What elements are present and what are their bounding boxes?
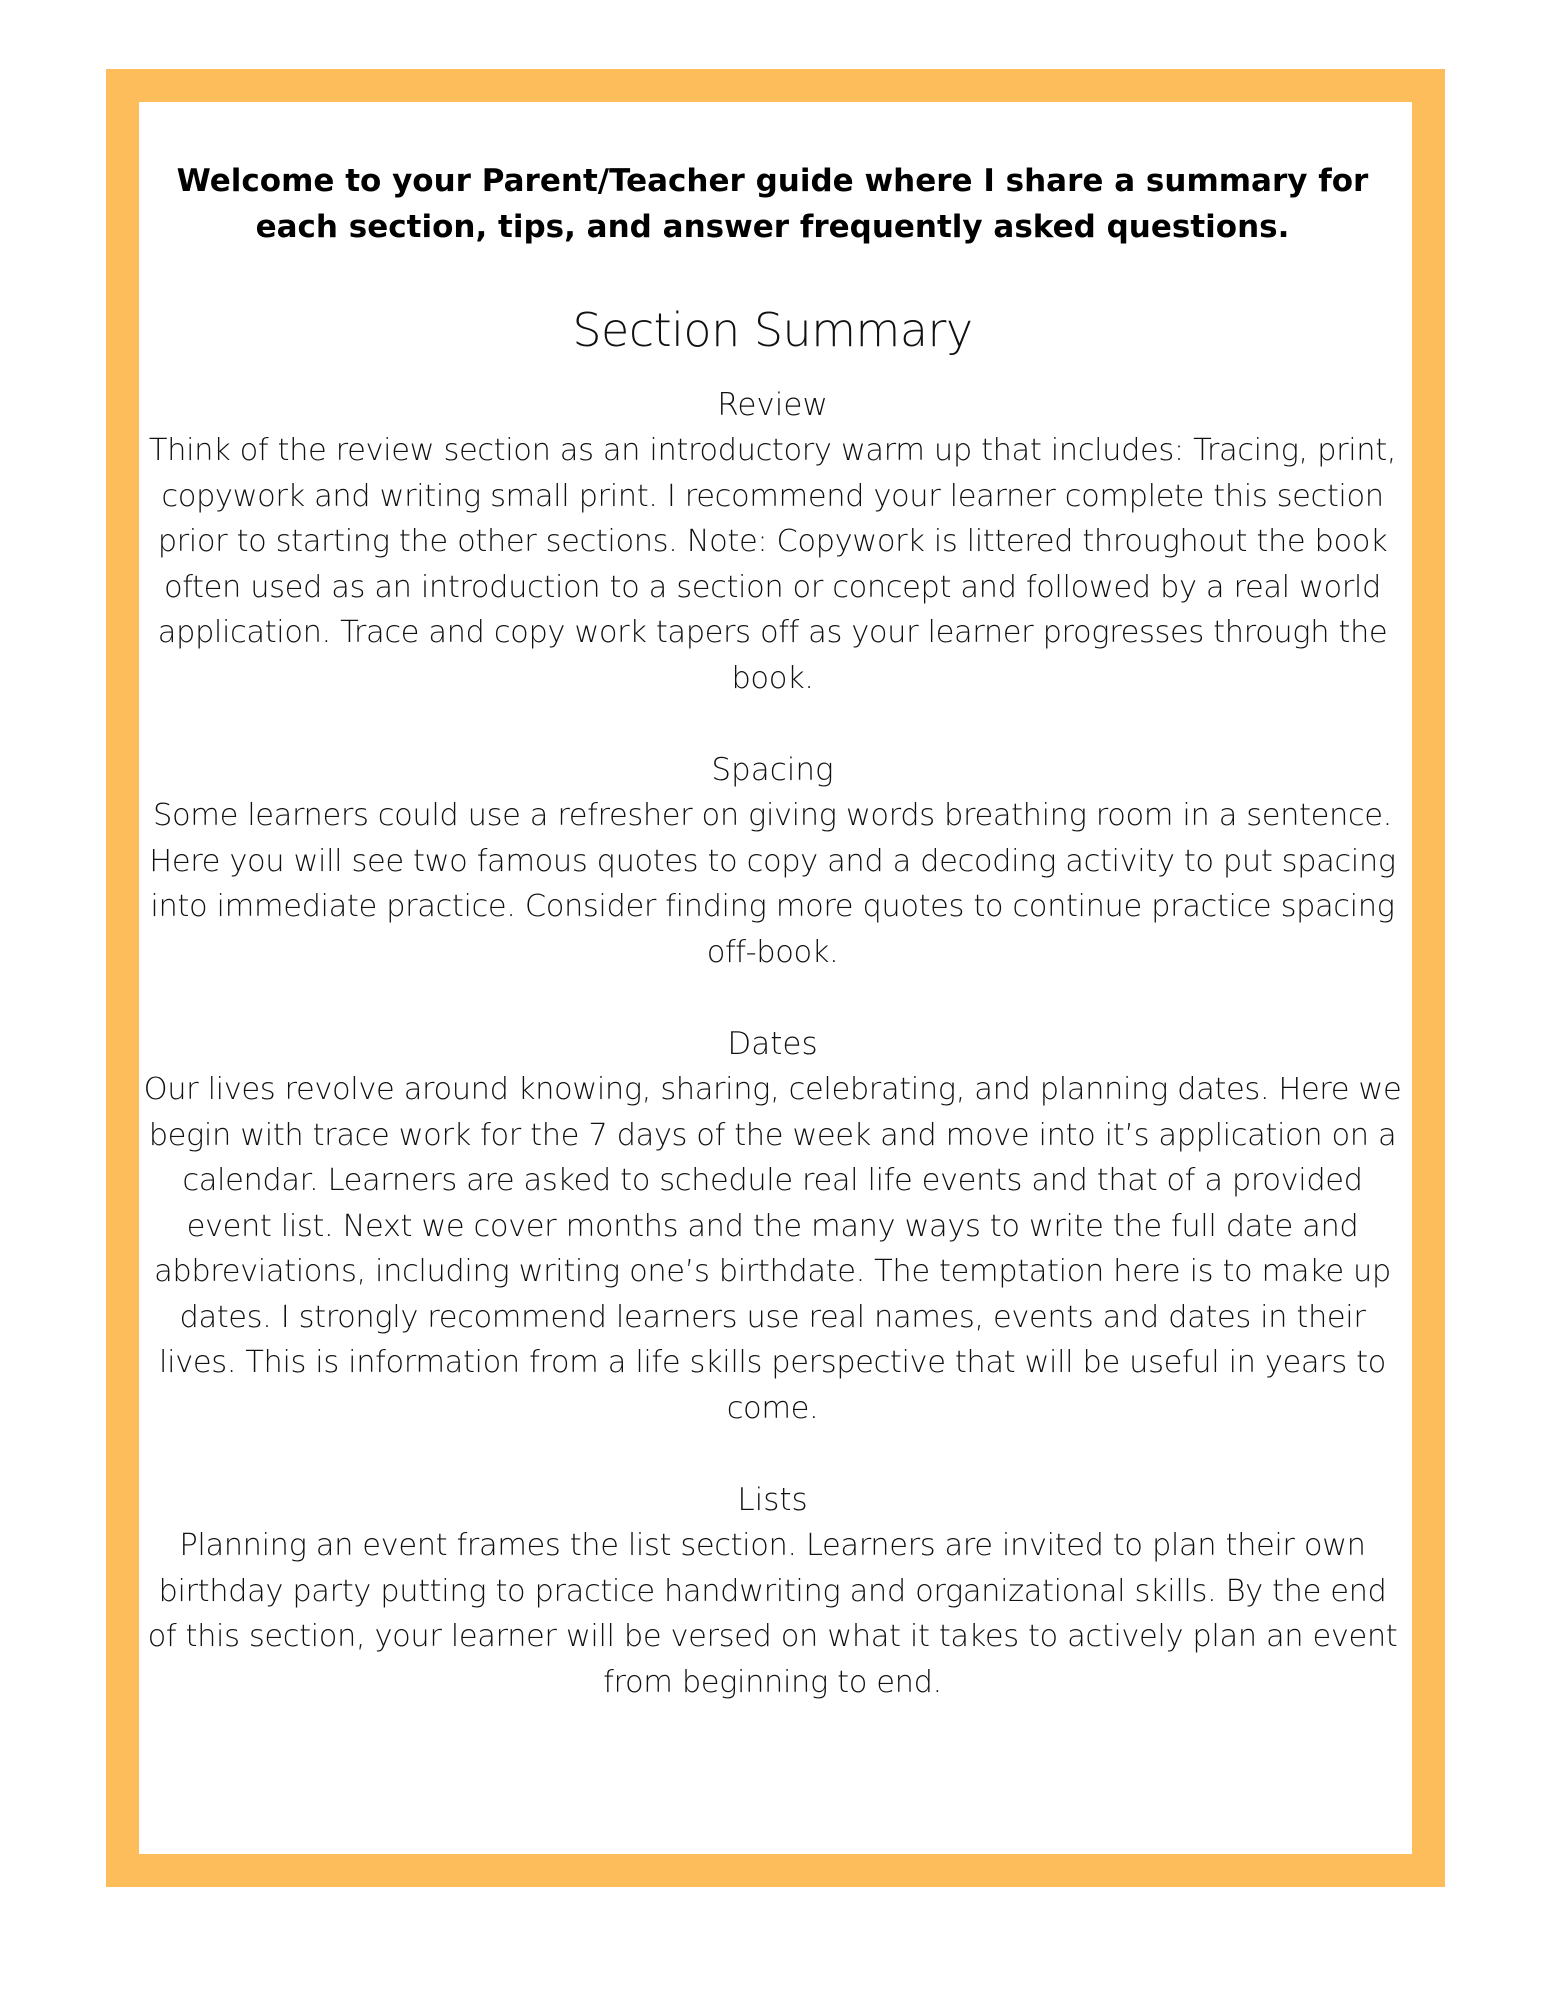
intro-text: Welcome to your Parent/Teacher guide where I share a summary for each section, tips, and answer frequently asked questions. <box>176 163 1369 245</box>
section-body-lists: Planning an event frames the list section. Learners are invited to plan their own birthday party putting to practice handwriting and organizational skills. By the end of this section, your learner will be versed on what it takes to actively plan an event from beginning to end. <box>147 1528 1398 1700</box>
section-body-spacing: Some learners could use a refresher on giving words breathing room in a sentence. Here you will see two famous quotes to copy and a decoding activity to put spacing into immediate practice. Consider finding more quotes to continue practice spacing off-book. <box>149 798 1396 970</box>
section-heading-lists: Lists <box>737 1482 808 1518</box>
guide-content <box>140 158 1405 1751</box>
section-review <box>140 382 1405 701</box>
section-lists <box>140 1477 1405 1705</box>
section-dates <box>140 1021 1405 1431</box>
section-body-review: Think of the review section as an introductory warm up that includes: Tracing, print, copywork and writing small print. I recommend your learner complete this section prior to starting the other sections. Note: Copywork is littered throughout the book often used as an introduction to a section or concept and followed by a real world application. Trace and copy work tapers off as your learner progresses through the book. <box>148 433 1397 696</box>
section-summary-title: Section Summary <box>572 303 973 357</box>
section-spacing <box>140 747 1405 975</box>
section-heading-spacing: Spacing <box>711 752 834 788</box>
section-body-dates: Our lives revolve around knowing, sharing, celebrating, and planning dates. Here we begin with trace work for the 7 days of the week and move into it’s application on a calendar. Learners are asked to schedule real life events and that of a provided event list. Next we cover months and the many ways to write the full date and abbreviations, including writing one’s birthdate. The temptation here is to make up dates. I strongly recommend learners use real names, events and dates in their lives. This is information from a life skills perspective that will be useful in years to come. <box>143 1072 1402 1426</box>
section-heading-dates: Dates <box>727 1026 818 1062</box>
section-heading-review: Review <box>717 387 828 423</box>
